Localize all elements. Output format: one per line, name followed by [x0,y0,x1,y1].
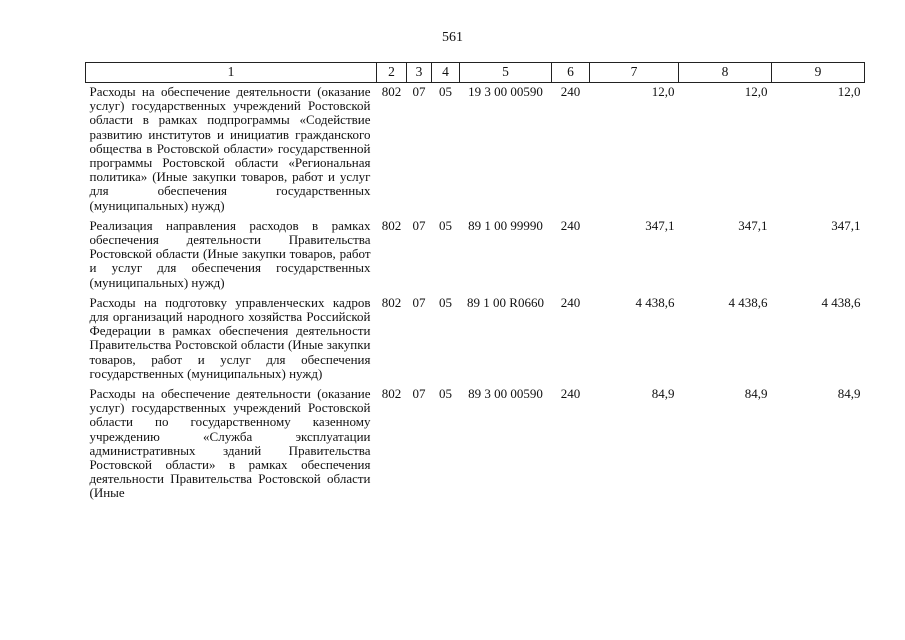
amount-col7: 12,0 [651,84,675,99]
row-description: Реализация направления расходов в рамках обеспечения деятельности Правительства Ростовской области (Иные закупки товаров, работ и услуг для обеспечения государственных (муниципальных) нужд) [89,217,371,290]
subsection-code: 05 [439,294,452,310]
table-row [86,294,865,385]
amount-col9: 84,9 [837,386,861,402]
expense-type-code: 240 [560,217,581,233]
amount-col7: 347,1 [645,217,675,233]
column-header: 6 [552,63,590,83]
column-header: 4 [432,63,460,83]
table-row [86,83,865,217]
section-code: 07 [412,217,426,233]
amount-col7: 84,9 [651,386,675,402]
row-description: Расходы на подготовку управленческих кадров для организаций народного хозяйства Российской Федерации в рамках обеспечения деятельности Правительства Ростовской области (Иные закупки товаров, работ и услуг для обеспечения государственных (муниципальных) нужд) [89,294,371,381]
section-code: 07 [412,294,426,310]
expense-type-code: 240 [560,386,581,402]
row-description: Расходы на обеспечение деятельности (оказание услуг) государственных учреждений Ростовской области по государственному казенному учреждению «Служба эксплуатации административных зданий Правительства Ростовской области» в рамках обеспечения деятельности Правительства Ростовской области (Иные [89,386,371,501]
page-number: 561 [442,30,463,45]
amount-col7: 4 438,6 [635,294,675,310]
column-header: 9 [772,63,865,83]
section-code: 07 [412,84,426,99]
table-row [86,217,865,294]
amount-col8: 347,1 [738,217,768,233]
ministry-code: 802 [381,294,402,310]
target-article-code: 89 3 00 00590 [468,386,543,402]
expense-type-code: 240 [560,294,581,310]
target-article-code: 19 3 00 00590 [468,84,543,99]
amount-col9: 4 438,6 [821,294,861,310]
column-header: 5 [460,63,552,83]
subsection-code: 05 [439,386,452,402]
expense-type-code: 240 [560,84,581,99]
column-header: 2 [377,63,407,83]
target-article-code: 89 1 00 99990 [468,217,543,233]
ministry-code: 802 [381,84,402,99]
table-header-row [86,63,865,83]
amount-col8: 12,0 [744,84,768,99]
target-article-code: 89 1 00 R0660 [467,294,544,310]
column-header: 8 [679,63,772,83]
ministry-code: 802 [381,386,402,402]
ministry-code: 802 [381,217,402,233]
amount-col9: 347,1 [831,217,861,233]
column-header: 3 [407,63,432,83]
subsection-code: 05 [439,217,452,233]
table-row [86,385,865,505]
amount-col9: 12,0 [837,84,861,99]
section-code: 07 [412,386,426,402]
amount-col8: 4 438,6 [728,294,768,310]
budget-table [85,62,865,505]
column-header: 7 [590,63,679,83]
subsection-code: 05 [439,84,452,99]
amount-col8: 84,9 [744,386,768,402]
column-header: 1 [86,63,377,83]
row-description: Расходы на обеспечение деятельности (оказание услуг) государственных учреждений Ростовской области в рамках подпрограммы «Содействие развитию институтов и инициатив гражданского общества в Ростовской области» государственной программы Ростовской области «Региональная политика» (Иные закупки товаров, работ и услуг для обеспечения государственных (муниципальных) нужд) [89,84,371,213]
